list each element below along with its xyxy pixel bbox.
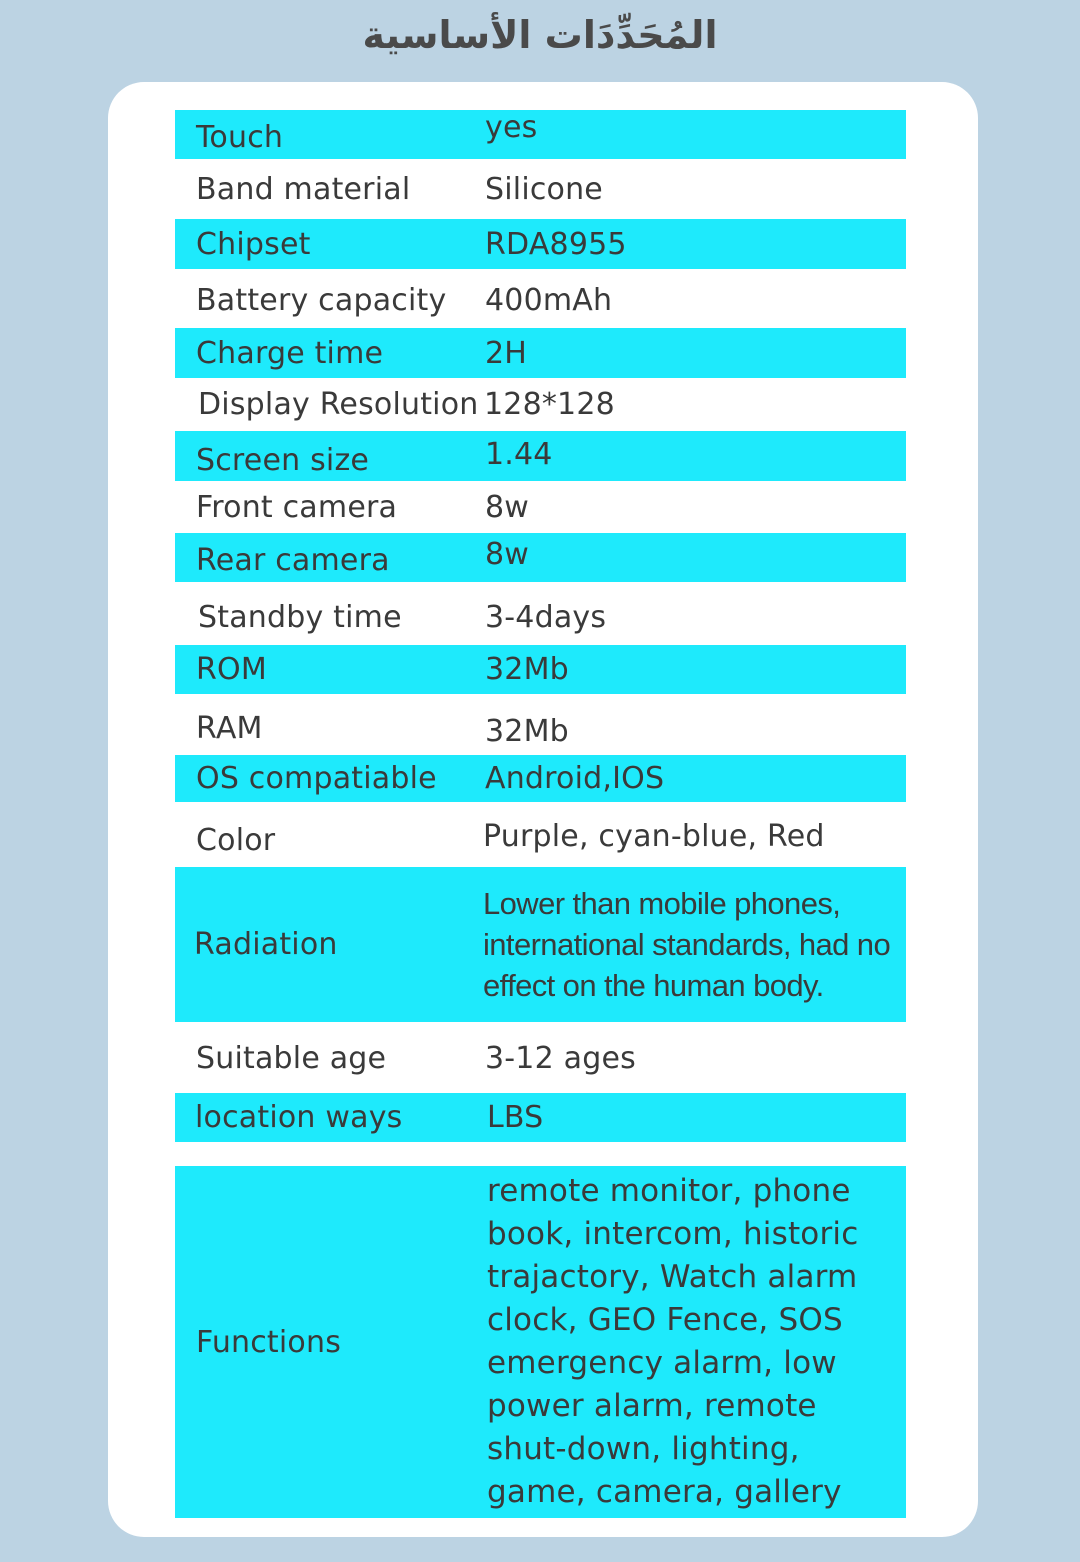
spec-row-band-material	[175, 163, 906, 215]
spec-row-touch	[175, 110, 906, 159]
spec-label: Front camera	[196, 489, 398, 525]
spec-row-os-compatiable	[175, 755, 906, 802]
spec-value: Purple, cyan-blue, Red	[483, 818, 825, 854]
spec-value: yes	[485, 110, 538, 145]
spec-row-functions	[175, 1166, 906, 1518]
spec-label: RAM	[196, 710, 263, 746]
spec-row-screen-size	[175, 431, 906, 481]
spec-label: Functions	[196, 1324, 342, 1360]
page-title: المُحَدِّدَات الأساسية	[362, 13, 718, 57]
spec-row-ram	[175, 706, 906, 756]
spec-value: 3-12 ages	[485, 1040, 636, 1076]
spec-label: Charge time	[196, 335, 384, 371]
spec-value: 128*128	[484, 386, 615, 422]
spec-value: 8w	[485, 489, 530, 525]
spec-value: 1.44	[485, 436, 553, 472]
spec-value: 2H	[485, 335, 528, 371]
spec-label: Radiation	[194, 927, 338, 962]
spec-value: Android,IOS	[485, 761, 665, 796]
spec-label: Screen size	[196, 442, 370, 478]
spec-row-suitable-age	[175, 1032, 906, 1084]
spec-label: Standby time	[198, 599, 402, 635]
spec-label: OS compatiable	[196, 761, 437, 796]
spec-label: Color	[196, 822, 276, 858]
spec-label: Rear camera	[196, 543, 390, 578]
spec-value: LBS	[487, 1100, 544, 1135]
spec-row-front-camera	[175, 482, 906, 532]
spec-label: Chipset	[196, 226, 311, 262]
spec-value: 32Mb	[485, 652, 569, 687]
spec-value: 3-4days	[485, 599, 607, 635]
spec-row-chipset	[175, 219, 906, 269]
spec-value: 8w	[485, 537, 530, 572]
spec-row-rom	[175, 645, 906, 694]
spec-label: Band material	[196, 171, 411, 207]
spec-row-charge-time	[175, 328, 906, 378]
spec-label: location ways	[195, 1100, 403, 1135]
spec-row-color	[175, 810, 906, 862]
spec-label: Touch	[196, 120, 284, 155]
spec-value: Silicone	[485, 171, 603, 207]
spec-value: 32Mb	[485, 713, 569, 749]
spec-row-battery-capacity	[175, 274, 906, 326]
spec-label: Suitable age	[196, 1040, 387, 1076]
spec-value: Lower than mobile phones, international standards, had no effect on the human body.	[483, 886, 891, 1003]
spec-label: Battery capacity	[196, 282, 447, 318]
spec-label: ROM	[196, 652, 267, 687]
spec-row-display-resolution	[175, 378, 906, 430]
spec-value: 400mAh	[485, 282, 613, 318]
spec-row-location-ways	[175, 1093, 906, 1142]
spec-label: Display Resolution	[198, 386, 479, 422]
spec-row-radiation	[175, 867, 906, 1022]
spec-row-standby-time	[175, 592, 906, 642]
spec-value: RDA8955	[485, 226, 627, 262]
spec-row-rear-camera	[175, 533, 906, 582]
spec-value: remote monitor, phone book, intercom, historic trajactory, Watch alarm clock, GEO Fence, SOS emergency alarm, low power alarm, remote shut-down, lighting, game, camera, gallery	[487, 1173, 859, 1510]
